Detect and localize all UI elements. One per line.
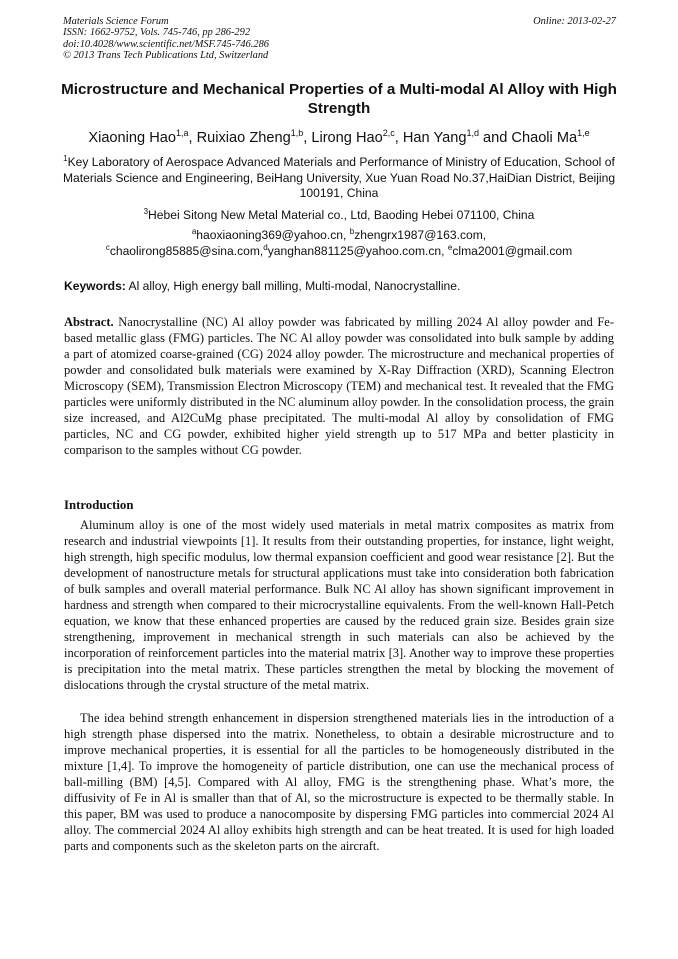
author-name: Lirong Hao: [311, 130, 383, 146]
affiliation-3: [58, 208, 620, 224]
author-affil-sup: 1,d: [466, 128, 479, 139]
keywords-label: Keywords:: [64, 279, 126, 293]
affiliation-text: Key Laboratory of Aerospace Advanced Materials and Performance of Ministry of Education, School of Materials Science and Engineering, BeiHang University, Xue Yuan Road No.37,HaiDian District, Beijing 100191, China: [62, 155, 616, 201]
email-a[interactable]: haoxiaoning369@yahoo.cn,: [196, 228, 350, 242]
author-separator: ,: [303, 130, 312, 146]
online-date-text: Online: 2013-02-27: [533, 16, 616, 27]
email-c[interactable]: chaolirong85885@sina.com,: [109, 243, 264, 258]
abstract-text: Nanocrystalline (NC) Al alloy powder was fabricated by milling 2024 Al alloy powder and Fe-based metallic glass (FMG) particles. The NC Al alloy powder was consolidated into bulk sample by adding a part of atomized coarse-grained (CG) 2024 alloy powder. The microstructure and mechanical properties of powder and consolidated bulk materials were examined by X-Ray Diffraction (XRD), Scanning Electron Microscopy (SEM), Transmission Electron Microscopy (TEM) and mechanical test. It revealed that the FMG particles were uniformly distributed in the NC aluminum alloy powder. In the consolidation process, the grain size increased, and Al2CuMg phase precipitated. The multi-modal Al alloy by consolidation of FMG particles, NC and CG powder, exhibited higher yield strength up to 517 MPa and better plasticity in comparison to the samples without CG powder.: [64, 315, 614, 457]
journal-name: Materials Science Forum: [63, 16, 169, 27]
author-name: Han Yang: [402, 130, 467, 146]
email-b[interactable]: zhengrx1987@163.com,: [354, 228, 487, 242]
keywords: [64, 279, 624, 294]
author-separator: and: [478, 130, 512, 146]
author-affil-sup: 1,e: [577, 128, 590, 139]
affiliation-1: [58, 155, 620, 202]
author-list: [40, 128, 638, 148]
doi-line: doi:10.4028/www.scientific.net/MSF.745-746.286: [63, 38, 269, 50]
abstract: [64, 315, 614, 459]
email-e[interactable]: clma2001@gmail.com: [452, 243, 573, 258]
intro-paragraph-2: The idea behind strength enhancement in dispersion strengthened materials lies in the introduction of a high strength phase dispersed into the matrix. Nonetheless, to obtain a desirable microstructure and to improve mechanical properties, it is essential for all the particles to be homogeneously distributed in the mixture [1,4]. To improve the homogeneity of particle distribution, one can use the mechanical process of ball-milling (BM) [4,5]. Compared with Al alloy, FMG is the strengthening phase. What’s more, the diffusivity of Fe in Al is smaller than that of Al, so the microstructure is expected to be thermally stable. In this paper, BM was used to produce a nanocomposite by dispersing FMG particles into commercial 2024 Al alloy. The commercial 2024 Al alloy exhibits high strength and can be heat treated. It is used for high loaded parts and components such as the skeleton parts on the aircraft.: [64, 711, 614, 853]
email-sup: e: [447, 242, 453, 252]
copyright-line: © 2013 Trans Tech Publications Ltd, Switzerland: [63, 49, 269, 61]
author-name: Xiaoning Hao: [88, 130, 176, 146]
email-d[interactable]: yanghan881125@yahoo.com.cn,: [267, 243, 448, 258]
author-separator: ,: [188, 130, 197, 146]
author-name: Chaoli Ma: [511, 130, 578, 146]
author-affil-sup: 1,b: [290, 128, 304, 139]
section-heading-introduction: Introduction: [64, 498, 134, 512]
journal-header: [63, 16, 269, 61]
author-affil-sup: 1,a: [175, 128, 189, 139]
email-sup: b: [349, 226, 355, 236]
abstract-label: Abstract.: [64, 315, 114, 329]
affiliation-sup: 3: [143, 206, 149, 216]
issn-line: ISSN: 1662-9752, Vols. 745-746, pp 286-292: [63, 27, 251, 39]
affiliation-text: Hebei Sitong New Metal Material co., Ltd, Baoding Hebei 071100, China: [148, 208, 535, 222]
email-sup: a: [191, 226, 197, 236]
affiliation-sup: 1: [63, 153, 68, 163]
author-name: Ruixiao Zheng: [196, 130, 291, 146]
intro-paragraph-1: Aluminum alloy is one of the most widely used materials in metal matrix composites as matrix from research and industrial viewpoints [1]. It results from their outstanding properties, for instance, light weight, high strength, high specific modulus, low thermal expansion coefficient and good wear resistance [2]. But the development of nanostructure metals for structural applications must take into consideration both fabrication of bulk samples and overall material performance. Bulk NC Al alloy has shown significant improvement in hardness and strength when compared to their microcrystalline equivalents. From the well-known Hall-Petch equation, we know that these enhanced properties are caused by the reduced grain size. Besides grain size strengthening, improvement in mechanical strength in such materials can also be achieved by the incorporation of reinforcement particles into the material matrix [3]. Another way to improve these properties is precipitation into the metal matrix. These particles strengthen the metal by blocking the movement of dislocations through the crystal structure of the metal matrix.: [64, 518, 614, 692]
author-affil-sup: 2,c: [382, 128, 395, 139]
email-list: [58, 228, 620, 259]
paper-title: Microstructure and Mechanical Properties of a Multi-modal Al Alloy with High Strength: [61, 81, 617, 117]
email-sup: c: [105, 242, 110, 252]
online-date: [533, 16, 616, 27]
keywords-text: Al alloy, High energy ball milling, Multi-modal, Nanocrystalline.: [125, 279, 461, 293]
author-separator: ,: [394, 130, 403, 146]
email-sup: d: [263, 242, 268, 252]
